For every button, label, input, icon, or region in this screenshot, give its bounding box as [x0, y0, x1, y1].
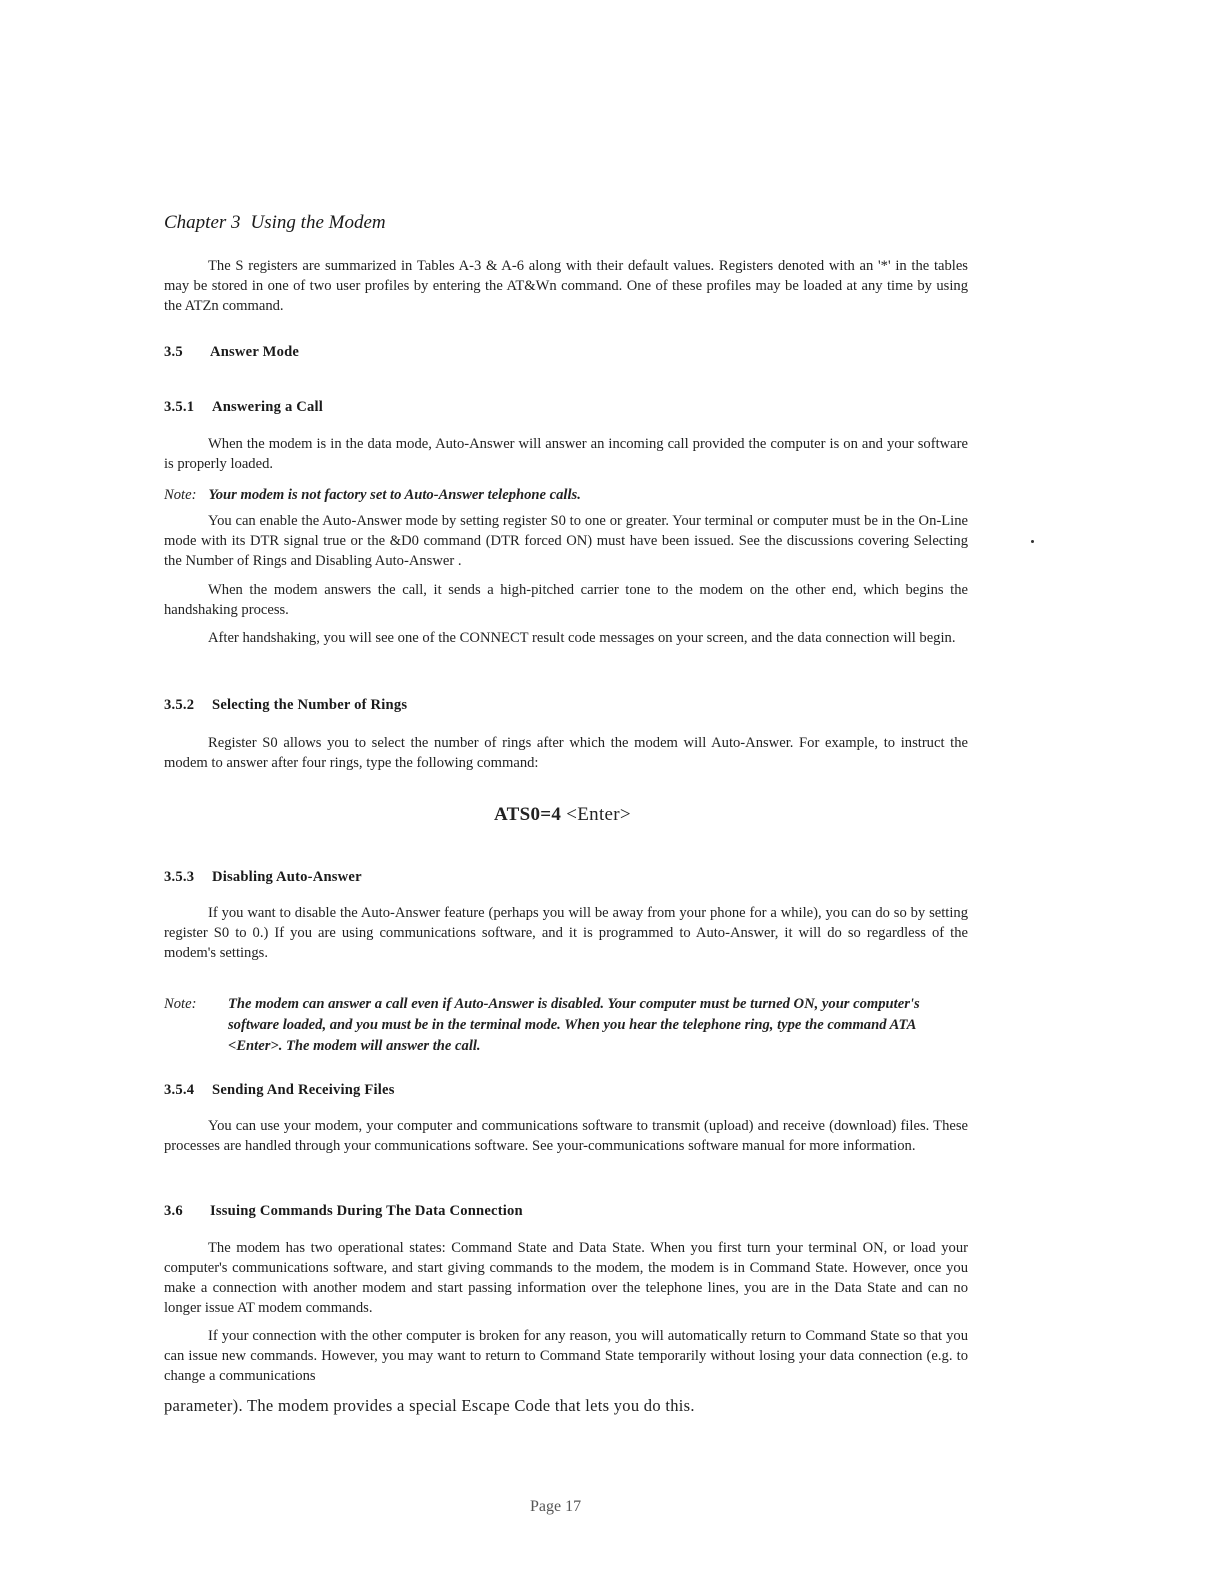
intro-paragraph: The S registers are summarized in Tables A-3 & A-6 along with their default values. Registers denoted with an '*' in the tables may be stored in one of two user profiles by entering the AT&Wn command. One of these profiles may be loaded at any time by using the ATZn command.: [164, 258, 968, 314]
data-connection-paragraph-2: If your connection with the other computer is broken for any reason, you will automatically return to Command State so that you can issue new commands. However, you may want to return to Command State temporarily without losing your data connection (e.g. to change a communications: [164, 1328, 968, 1384]
section-3-5-4-heading: 3.5.4 Sending And Receiving Files: [164, 1082, 395, 1098]
chapter-label: Chapter 3: [164, 212, 241, 233]
rings-paragraph: Register S0 allows you to select the number of rings after which the modem will Auto-Answer. For example, to instruct the modem to answer after four rings, type the following command:: [164, 735, 968, 771]
disabling-paragraph: If you want to disable the Auto-Answer feature (perhaps you will be away from your phone for a while), you can do so by setting register S0 to 0.) If you are using communications software, and it is programmed to Auto-Answer, it will do so regardless of the modem's settings.: [164, 905, 968, 961]
chapter-title: Using the Modem: [250, 212, 386, 233]
answering-paragraph-2: You can enable the Auto-Answer mode by setting register S0 to one or greater. Your terminal or computer must be in the On-Line mode with its DTR signal true or the &D0 command (DTR forced ON) must have been issued. See the discussions covering Selecting the Number of Rings and Disabling Auto-Answer .: [164, 513, 968, 569]
scan-speck: [1031, 540, 1034, 543]
note-answer-disabled: Note: The modem can answer a call even if Auto-Answer is disabled. Your computer must be turned ON, your computer's software loaded, and you must be in the terminal mode. When you hear the telephone ring, type the command ATA <Enter>. The modem will answer the call.: [164, 996, 920, 1054]
note-factory-setting: Note: Your modem is not factory set to Auto-Answer telephone calls.: [164, 487, 581, 503]
section-3-5-3-heading: 3.5.3 Disabling Auto-Answer: [164, 869, 362, 885]
section-3-5-2-heading: 3.5.2 Selecting the Number of Rings: [164, 697, 408, 713]
section-3-6-heading: 3.6 Issuing Commands During The Data Connection: [164, 1203, 523, 1219]
answering-paragraph-3: When the modem answers the call, it sends a high-pitched carrier tone to the modem on the other end, which begins the handshaking process.: [164, 582, 968, 618]
chapter-heading: [164, 212, 386, 234]
answering-paragraph-4: After handshaking, you will see one of the CONNECT result code messages on your screen, and the data connection will begin.: [208, 630, 956, 646]
data-connection-paragraph-1: The modem has two operational states: Command State and Data State. When you first turn your terminal ON, or load your computer's communications software, and start giving commands to the modem, the modem is in Command State. However, once you make a connection with another modem and start passing information over the telephone lines, you are in the Data State and can no longer issue AT modem commands.: [164, 1240, 968, 1316]
command-example: ATS0=4 <Enter>: [494, 804, 631, 825]
files-paragraph: You can use your modem, your computer and communications software to transmit (upload) and receive (download) files. These processes are handled through your communications software. See your-communications software manual for more information.: [164, 1118, 968, 1154]
data-connection-paragraph-3: parameter). The modem provides a special Escape Code that lets you do this.: [164, 1396, 695, 1415]
section-3-5-heading: 3.5 Answer Mode: [164, 344, 300, 360]
page-number: Page 17: [530, 1498, 582, 1515]
section-3-5-1-heading: 3.5.1 Answering a Call: [164, 399, 324, 415]
answering-paragraph-1: When the modem is in the data mode, Auto-Answer will answer an incoming call provided the computer is on and your software is properly loaded.: [164, 436, 968, 472]
